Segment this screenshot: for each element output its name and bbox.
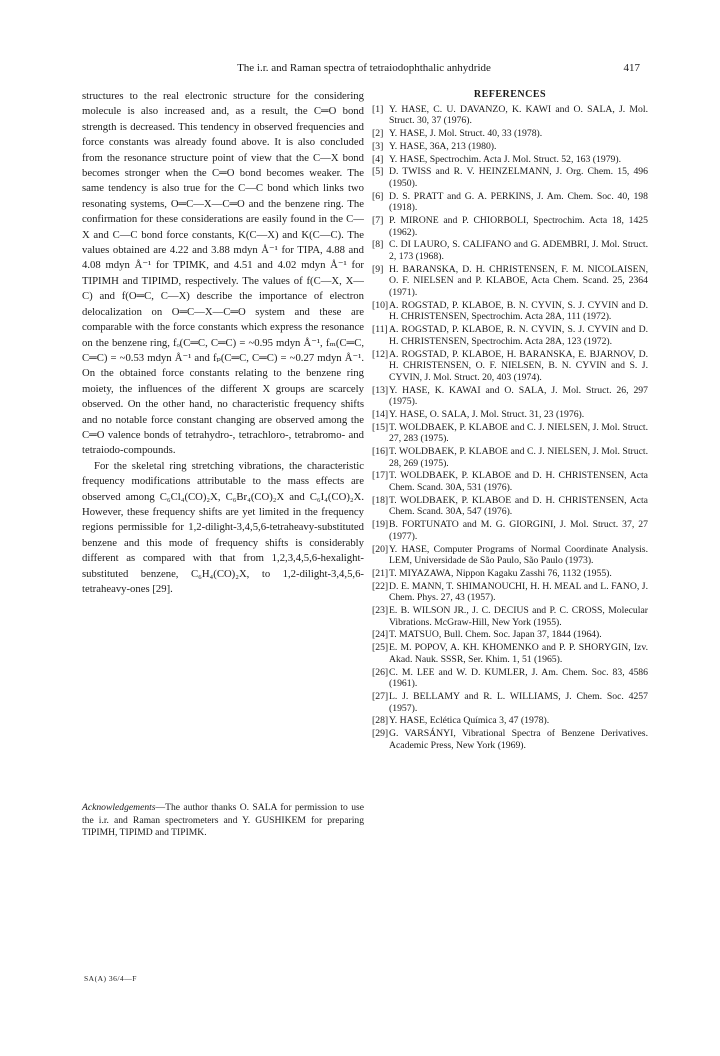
reference-text: A. ROGSTAD, P. KLABOE, B. N. CYVIN, S. J. CYVIN and D. H. CHRISTENSEN, Spectrochim. Acta 28A, 111 (1972). <box>389 299 648 323</box>
reference-number: [15] <box>372 421 389 433</box>
reference-number: [9] <box>372 263 384 275</box>
reference-number: [14] <box>372 408 389 420</box>
body-column <box>82 89 364 597</box>
reference-item <box>372 691 648 714</box>
reference-item <box>372 422 648 445</box>
reference-number: [29] <box>372 728 389 740</box>
reference-text: C. M. LEE and W. D. KUMLER, J. Am. Chem. Soc. 83, 4586 (1961). <box>389 666 648 690</box>
reference-number: [3] <box>372 140 384 152</box>
reference-text: Y. HASE, C. U. DAVANZO, K. KAWI and O. SALA, J. Mol. Struct. 30, 37 (1976). <box>389 103 648 127</box>
reference-text: P. MIRONE and P. CHIORBOLI, Spectrochim. Acta 18, 1425 (1962). <box>389 215 648 238</box>
reference-item <box>372 324 648 347</box>
page-number: 417 <box>623 62 640 74</box>
reference-text: H. BARANSKA, D. H. CHRISTENSEN, F. M. NICOLAISEN, O. F. NIELSEN and P. KLABOE, Acta Chem. Scand. 25, 2364 (1971). <box>389 263 648 298</box>
reference-item <box>372 642 648 665</box>
reference-text: G. VARSÁNYI, Vibrational Spectra of Benzene Derivatives. Academic Press, New York (1969). <box>389 728 648 751</box>
reference-number: [22] <box>372 580 389 592</box>
reference-text: T. WOLDBAEK, P. KLABOE and D. H. CHRISTENSEN, Acta Chem. Scand. 30A, 547 (1976). <box>389 494 648 518</box>
reference-number: [25] <box>372 642 389 654</box>
ack-text: —The author thanks O. SALA for permission to use the i.r. and Raman spectrometers and Y. GUSHIKEM for preparing TIPIMH, TIPIMD and TIPIMK. <box>82 802 364 839</box>
reference-number: [5] <box>372 166 384 178</box>
body-paragraph: structures to the real electronic structure for the considering molecule is also increased and, as a result, the C═O bond strength is decreased. This tendency in observed frequencies and force constants was already found above. It is also concluded from the resonance structure point of view that the C—X bond becomes stronger when the C═O bond becomes weaker. The same tendency is also true for the C—C bond which links two resonating systems, O═C—X—C═O and the benzene ring. The confirmation for these considerations are easily found in the C—X and C—C bond force constants, K(C—X) and K(C—C). The values obtained are 4.22 and 3.88 mdyn Å⁻¹ for TIPA, 4.88 and 4.08 mdyn Å⁻¹ for TPIMK, and 4.51 and 4.02 mdyn Å⁻¹ for TIPIMH and TIPIMD, respectively. The values of f(C—X, X—C) and f(O═C, C—X) describe the importance of electron delocalization on O═C—X—C═O system and these are comparable with the force constants which express the resonance on the benzene ring, fₒ(C═C, C═C) = ~0.95 mdyn Å⁻¹, fₘ(C═C, C═C) = ~0.53 mdyn Å⁻¹ and fₚ(C═C, C═C) = ~0.27 mdyn Å⁻¹. On the obtained force constants relating to the benzene ring moiety, the influences of the different X groups are scarcely observed. On the other hand, no characteristic frequency shifts and no notable force constant changing are observed among the C═O valence bonds of tetrahydro-, tetrachloro-, tetrabromo- and tetraiodo-compounds. <box>82 90 364 457</box>
reference-item <box>372 728 648 751</box>
reference-text: E. M. POPOV, A. KH. KHOMENKO and P. P. SHORYGIN, Izv. Akad. Nauk. SSSR, Ser. Khim. 1, 51 (1965). <box>389 642 648 665</box>
reference-item <box>372 605 648 628</box>
reference-item <box>372 215 648 238</box>
reference-text: E. B. WILSON JR., J. C. DECIUS and P. C. CROSS, Molecular Vibrations. McGraw-Hill, New York (1955). <box>389 605 648 628</box>
reference-text: D. S. PRATT and G. A. PERKINS, J. Am. Chem. Soc. 40, 198 (1918). <box>389 190 648 214</box>
reference-text: A. ROGSTAD, P. KLABOE, H. BARANSKA, E. BJARNOV, D. H. CHRISTENSEN, O. F. NIELSEN, B. N. CYVIN and S. J. CYVIN, J. Mol. Struct. 20, 403 (1974). <box>389 348 648 383</box>
reference-number: [18] <box>372 494 389 506</box>
reference-item <box>372 141 648 153</box>
reference-number: [19] <box>372 519 389 531</box>
reference-text: Y. HASE, K. KAWAI and O. SALA, J. Mol. Struct. 26, 297 (1975). <box>389 384 648 408</box>
reference-item <box>372 495 648 518</box>
reference-number: [27] <box>372 690 389 702</box>
reference-item <box>372 385 648 408</box>
reference-text: T. WOLDBAEK, P. KLABOE and D. H. CHRISTENSEN, Acta Chem. Scand. 30A, 531 (1976). <box>389 470 648 493</box>
reference-item <box>372 409 648 421</box>
reference-item <box>372 239 648 262</box>
reference-number: [26] <box>372 666 389 678</box>
reference-text: Y. HASE, 36A, 213 (1980). <box>389 140 497 152</box>
reference-number: [20] <box>372 543 389 555</box>
reference-text: Y. HASE, O. SALA, J. Mol. Struct. 31, 23 (1976). <box>389 408 585 420</box>
reference-text: D. TWISS and R. V. HEINZELMANN, J. Org. Chem. 15, 496 (1950). <box>389 166 648 189</box>
reference-item <box>372 166 648 189</box>
reference-item <box>372 264 648 299</box>
reference-text: A. ROGSTAD, P. KLABOE, R. N. CYVIN, S. J. CYVIN and D. H. CHRISTENSEN, Spectrochim. Acta 28A, 123 (1972). <box>389 324 648 347</box>
reference-item <box>372 544 648 567</box>
reference-item <box>372 154 648 166</box>
reference-number: [17] <box>372 470 389 482</box>
reference-number: [24] <box>372 629 389 641</box>
reference-number: [2] <box>372 127 384 139</box>
reference-number: [13] <box>372 384 389 396</box>
reference-text: Y. HASE, Spectrochim. Acta J. Mol. Struct. 52, 163 (1979). <box>389 153 622 165</box>
reference-number: [23] <box>372 605 389 617</box>
reference-text: Y. HASE, Computer Programs of Normal Coordinate Analysis. LEM, Universidade de São Paulo, São Paulo (1973). <box>389 543 648 567</box>
reference-number: [8] <box>372 239 384 251</box>
reference-item <box>372 349 648 384</box>
footer-mark: SA(A) 36/4—F <box>84 974 137 983</box>
references-heading: REFERENCES <box>473 89 547 100</box>
references-column <box>372 89 648 753</box>
reference-text: T. MATSUO, Bull. Chem. Soc. Japan 37, 1844 (1964). <box>389 629 602 641</box>
reference-text: T. WOLDBAEK, P. KLABOE and C. J. NIELSEN, J. Mol. Struct. 28, 269 (1975). <box>389 446 648 469</box>
reference-text: D. E. MANN, T. SHIMANOUCHI, H. H. MEAL and L. FANO, J. Chem. Phys. 27, 43 (1957). <box>389 580 648 604</box>
acknowledgements <box>82 802 364 840</box>
reference-item <box>372 191 648 214</box>
body-paragraph: For the skeletal ring stretching vibrations, the characteristic frequency modifications attributable to the mass effects are observed among C₆Cl₄(CO)₂X, C₆Br₄(CO)₂X and C₆I₄(CO)₂X. However, these frequency shifts are yet limited in the frequency regions permissible for 1,2-dilight-3,4,5,6-tetraheavy-substituted benzene and this mode of frequency shifts is considerably different as compared with that from 1,2,3,4,5,6-hexalight-substituted benzene, C₆H₄(CO)₂X, to 1,2-dilight-3,4,5,6-tetraheavy-ones [29]. <box>82 459 364 595</box>
reference-item <box>372 629 648 641</box>
running-head: The i.r. and Raman spectra of tetraiodophthalic anhydride <box>237 62 491 74</box>
reference-item <box>372 104 648 127</box>
reference-list <box>372 104 648 752</box>
reference-item <box>372 667 648 690</box>
reference-item <box>372 128 648 140</box>
reference-text: B. FORTUNATO and M. G. GIORGINI, J. Mol. Struct. 37, 27 (1977). <box>389 519 648 542</box>
reference-number: [6] <box>372 190 384 202</box>
reference-text: T. WOLDBAEK, P. KLABOE and C. J. NIELSEN, J. Mol. Struct. 27, 283 (1975). <box>389 421 648 445</box>
reference-number: [7] <box>372 215 384 227</box>
ack-label: Acknowledgements <box>82 802 156 813</box>
reference-number: [28] <box>372 715 389 727</box>
reference-number: [21] <box>372 567 389 579</box>
reference-item <box>372 568 648 580</box>
reference-item <box>372 519 648 542</box>
reference-text: C. DI LAURO, S. CALIFANO and G. ADEMBRI, J. Mol. Struct. 2, 173 (1968). <box>389 239 648 263</box>
reference-text: L. J. BELLAMY and R. L. WILLIAMS, J. Chem. Soc. 4257 (1957). <box>389 690 648 714</box>
reference-item <box>372 581 648 604</box>
reference-item <box>372 715 648 727</box>
reference-item <box>372 446 648 469</box>
reference-text: T. MIYAZAWA, Nippon Kagaku Zasshi 76, 1132 (1955). <box>389 567 612 579</box>
reference-text: Y. HASE, Eclética Química 3, 47 (1978). <box>389 715 550 727</box>
reference-number: [1] <box>372 103 384 115</box>
reference-number: [10] <box>372 299 389 311</box>
reference-item <box>372 300 648 323</box>
reference-number: [16] <box>372 446 389 458</box>
reference-number: [12] <box>372 348 389 360</box>
reference-item <box>372 470 648 493</box>
reference-number: [11] <box>372 324 388 336</box>
reference-number: [4] <box>372 153 384 165</box>
reference-text: Y. HASE, J. Mol. Struct. 40, 33 (1978). <box>389 127 543 139</box>
